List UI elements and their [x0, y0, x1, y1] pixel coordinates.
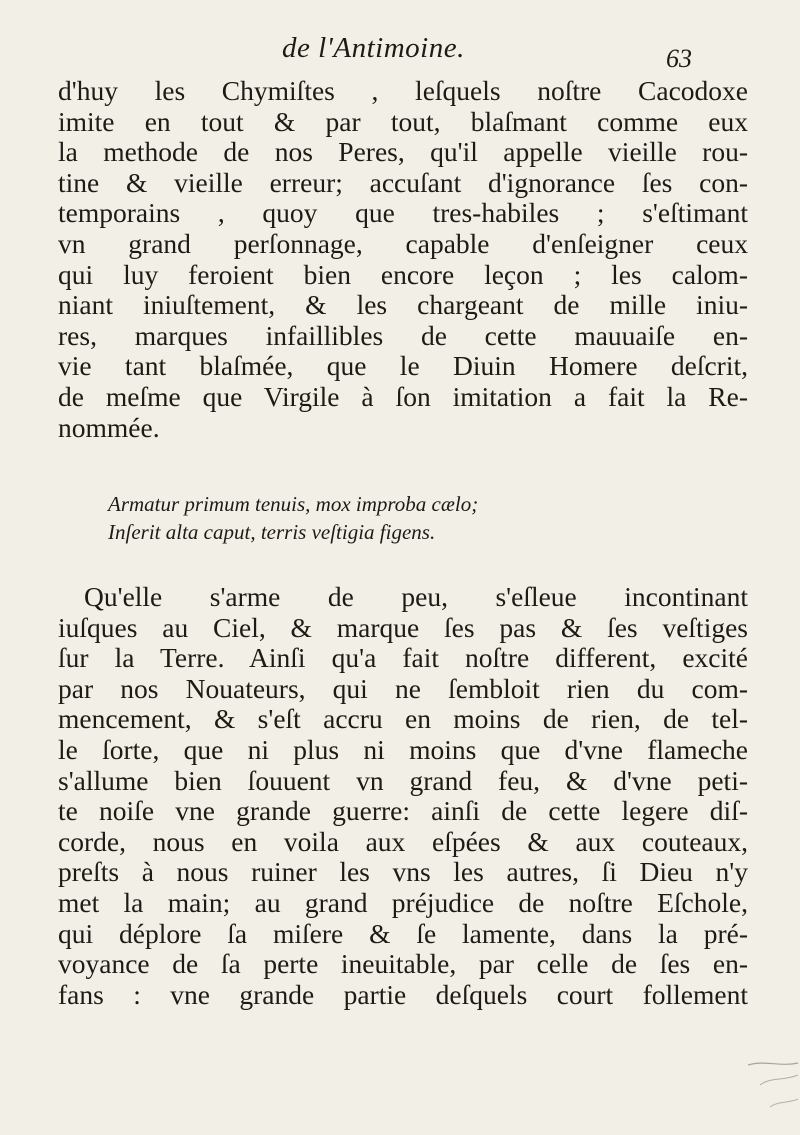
text-line: corde, nous en voila aux eſpées & aux couteaux,	[58, 825, 748, 857]
text-line: le ſorte, que ni plus ni moins que d'vne flameche	[58, 733, 748, 765]
verse-line: Armatur primum tenuis, mox improba cælo;	[108, 492, 479, 516]
running-title: de l'Antimoine.	[282, 32, 465, 64]
text-line: nommée.	[58, 411, 160, 443]
text-line: fans : vne grande partie deſquels court follement	[58, 978, 748, 1010]
text-line: niant iniuſtement, & les chargeant de mille iniu-	[58, 289, 748, 321]
text-line: s'allume bien ſouuent vn grand feu, & d'vne peti-	[58, 764, 748, 796]
text-line: mencement, & s'eſt accru en moins de rien, de tel-	[58, 703, 748, 735]
page-number: 63	[666, 44, 692, 73]
paragraph-1	[58, 76, 748, 443]
text-line: iuſques au Ciel, & marque ſes pas & ſes veſtiges	[58, 611, 748, 643]
paper-fibre-mark	[740, 1055, 800, 1125]
text-line: d'huy les Chymiſtes , leſquels noſtre Cacodoxe	[58, 75, 748, 106]
text-line: preſts à nous ruiner les vns les autres, ſi Dieu n'y	[58, 856, 748, 888]
text-line: vn grand perſonnage, capable d'enſeigner ceux	[58, 227, 748, 259]
text-line: par nos Nouateurs, qui ne ſembloit rien du com-	[58, 672, 748, 704]
text-line: te noiſe vne grande guerre: ainſi de cette legere diſ-	[58, 795, 748, 827]
text-line: tine & vieille erreur; accuſant d'ignorance ſes con-	[58, 166, 748, 198]
text-line: qui luy feroient bien encore leçon ; les calom-	[58, 258, 748, 290]
page-header	[0, 32, 800, 72]
text-line: ſur la Terre. Ainſi qu'a fait noſtre different, excité	[58, 642, 748, 674]
text-line: imite en tout & par tout, blaſmant comme eux	[58, 105, 748, 137]
latin-verse-quotation	[108, 490, 668, 546]
text-line: la methode de nos Peres, qu'il appelle vieille rou-	[58, 136, 748, 168]
paragraph-2	[58, 582, 748, 1010]
text-line: qui déplore ſa miſere & ſe lamente, dans la pré-	[58, 917, 748, 949]
text-line: de meſme que Virgile à ſon imitation a fait la Re-	[58, 380, 748, 412]
verse-line: Inſerit alta caput, terris veſtigia figens.	[108, 520, 436, 544]
text-line: temporains , quoy que tres-habiles ; s'eſtimant	[58, 197, 748, 229]
text-line: Qu'elle s'arme de peu, s'eſleue incontinant	[84, 581, 748, 612]
text-line: voyance de ſa perte ineuitable, par celle de ſes en-	[58, 948, 748, 980]
text-line: res, marques infaillibles de cette mauuaiſe en-	[58, 319, 748, 351]
text-line: met la main; au grand préjudice de noſtre Eſchole,	[58, 886, 748, 918]
text-line: vie tant blaſmée, que le Diuin Homere deſcrit,	[58, 350, 748, 382]
